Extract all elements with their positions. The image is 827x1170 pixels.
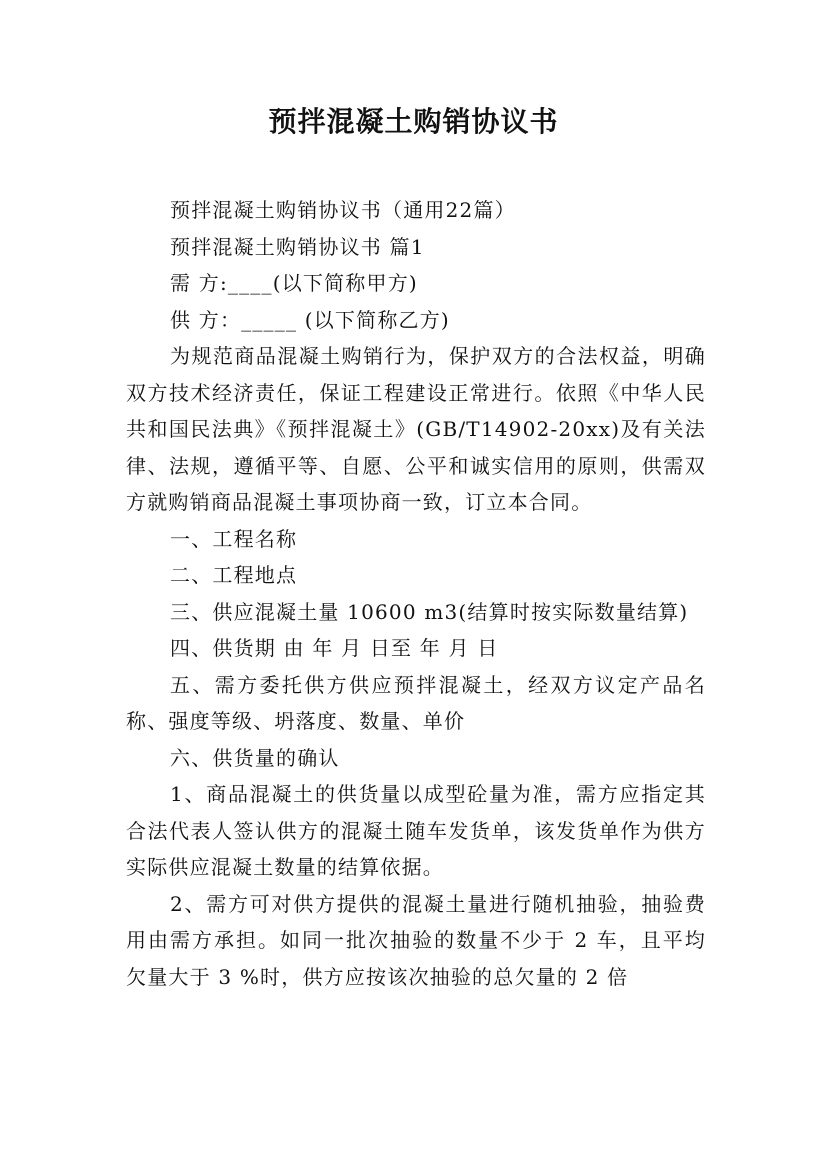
paragraph-project-location: 二、工程地点 — [170, 563, 298, 587]
paragraph-clause-2: 2、需方可对供方提供的混凝土量进行随机抽验，抽验费用由需方承担。如同一批次抽验的数量不少于 2 车，且平均欠量大于 3 %时，供方应按该次抽验的总欠量的 2 倍 — [126, 891, 706, 989]
paragraph-quantity-confirmation: 六、供货量的确认 — [170, 745, 340, 770]
paragraph-supply-quantity: 三、供应混凝土量 10600 m3(结算时按实际数量结算) — [170, 599, 689, 624]
paragraph-chapter-heading: 预拌混凝土购销协议书 篇1 — [170, 234, 425, 259]
paragraph-supply-period: 四、供货期 由 年 月 日至 年 月 日 — [170, 636, 499, 660]
paragraph-preamble: 为规范商品混凝土购销行为，保护双方的合法权益，明确双方技术经济责任，保证工程建设正常进行。依照《中华人民共和国民法典》《预拌混凝土》(GB/T14902-20xx)及有关法律、法规，遵循平等、自愿、公平和诚实信用的原则，供需双方就购销商品混凝土事项协商一致，订立本合同。 — [126, 344, 706, 514]
document-body — [126, 192, 706, 995]
paragraph-supplier: 供 方：_____ (以下简称乙方) — [170, 307, 450, 332]
paragraph-subtitle: 预拌混凝土购销协议书（通用22篇） — [170, 198, 516, 222]
document-title: 预拌混凝土购销协议书 — [268, 105, 559, 138]
paragraph-buyer: 需 方:____(以下简称甲方) — [170, 271, 418, 295]
paragraph-project-name: 一、工程名称 — [170, 526, 298, 551]
paragraph-clause-1: 1、商品混凝土的供货量以成型砼量为准，需方应指定其合法代表人签认供方的混凝土随车发货单，该发货单作为供方实际供应混凝土数量的结算依据。 — [126, 782, 706, 879]
paragraph-commission: 五、需方委托供方供应预拌混凝土，经双方议定产品名称、强度等级、坍落度、数量、单价 — [126, 672, 706, 733]
